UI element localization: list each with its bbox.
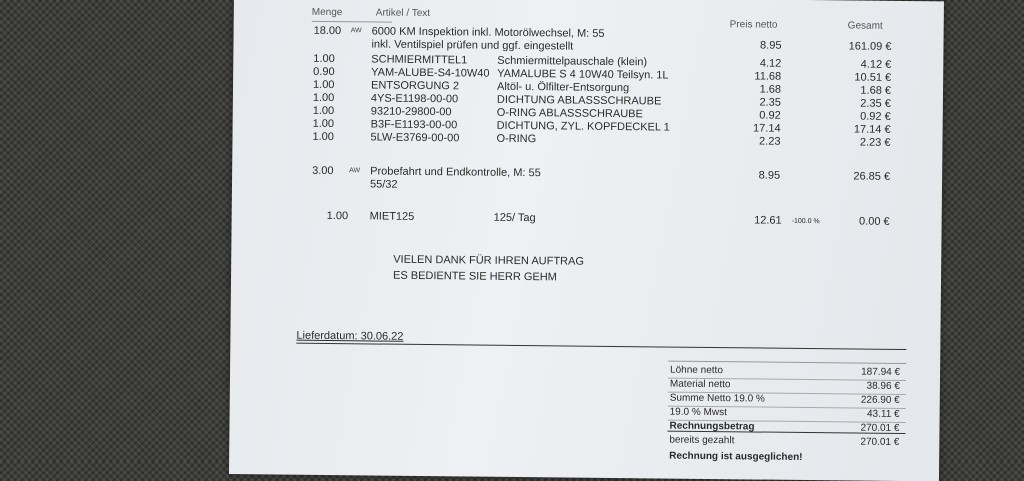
- item-text: O-RING: [496, 132, 537, 146]
- item-total: 2.23 €: [859, 136, 891, 149]
- total-label: Rechnungsbetrag: [669, 420, 755, 433]
- item-price: 8.95: [758, 169, 781, 182]
- item-text: YAMALUBE S 4 10W40 Teilsyn. 1L: [497, 67, 669, 82]
- thanks-line-1: VIELEN DANK FÜR IHREN AUFTRAG: [393, 253, 584, 268]
- item-qty: 3.00: [312, 164, 334, 178]
- item-price: 4.12: [759, 57, 782, 70]
- item-text: Schmiermittelpauschale (klein): [497, 54, 648, 69]
- total-label: Summe Netto 19.0 %: [669, 392, 765, 405]
- item-text: 6000 KM Inspektion inkl. Motorölwechsel, M: 55: [371, 25, 605, 40]
- item-code: 4YS-E1198-00-00: [370, 92, 459, 106]
- item-text: DICHTUNG ABLASSSCHRAUBE: [496, 93, 662, 108]
- item-qty: 1.00: [312, 117, 335, 131]
- item-total: 4.12 €: [860, 58, 892, 71]
- item-qty: 1.00: [312, 91, 335, 105]
- settled-note: Rechnung ist ausgeglichen!: [669, 450, 803, 463]
- col-header-menge: Menge: [311, 6, 343, 19]
- total-value: 187.94 €: [861, 366, 901, 378]
- rental-qty: 1.00: [326, 209, 349, 223]
- item-qty: 1.00: [313, 52, 335, 66]
- total-value: 226.90 €: [860, 394, 900, 406]
- item-text: Probefahrt und Endkontrolle, M: 55: [370, 165, 541, 180]
- paid-label: bereits gezahlt: [669, 434, 735, 447]
- item-text-2: 55/32: [369, 178, 398, 191]
- total-label: Löhne netto: [670, 364, 723, 377]
- item-qty: 0.90: [313, 65, 335, 79]
- item-price: 1.68: [759, 83, 782, 96]
- item-qty: 1.00: [312, 78, 335, 92]
- receipt-paper: [229, 0, 944, 481]
- item-code: YAM-ALUBE-S4-10W40: [371, 66, 490, 80]
- item-code: B3F-E1193-00-00: [370, 118, 458, 132]
- item-price: 17.14: [753, 122, 781, 135]
- total-value: 43.11 €: [866, 408, 900, 420]
- rental-code: MIET125: [369, 210, 415, 223]
- header-rule: [312, 21, 392, 23]
- total-label: Material netto: [669, 378, 731, 391]
- item-price: 2.35: [759, 96, 781, 109]
- item-price: 8.95: [760, 39, 782, 52]
- item-code: 93210-29800-00: [370, 105, 452, 119]
- item-total: 0.92 €: [860, 110, 891, 123]
- item-code: ENTSORGUNG 2: [370, 79, 460, 93]
- item-code: SCHMIERMITTEL1: [371, 53, 468, 67]
- total-label: 19.0 % Mwst: [669, 406, 727, 419]
- item-qty: 18.00: [313, 24, 342, 38]
- item-total: 26.85 €: [853, 170, 891, 183]
- item-text: O-RING ABLASSSCHRAUBE: [496, 106, 643, 121]
- item-total: 1.68 €: [860, 84, 892, 97]
- item-price: 0.92: [759, 109, 781, 122]
- item-total: 161.09 €: [848, 40, 892, 53]
- item-unit: AW: [349, 167, 361, 175]
- item-qty: 1.00: [312, 130, 334, 144]
- item-text: Altöl- u. Ölfilter-Entsorgung: [496, 80, 630, 95]
- total-value: 38.96 €: [866, 380, 900, 392]
- delivery-date: Lieferdatum: 30.06.22: [296, 329, 404, 343]
- paid-value: 270.01 €: [860, 436, 900, 448]
- item-total: 17.14 €: [853, 123, 891, 136]
- item-total: 2.35 €: [860, 97, 891, 110]
- item-price: 11.68: [754, 70, 782, 83]
- item-unit: AW: [350, 27, 362, 35]
- item-text-2: inkl. Ventilspiel prüfen und ggf. eingestellt: [371, 38, 574, 53]
- rental-price: 12.61: [754, 214, 782, 227]
- item-total: 10.51 €: [854, 71, 892, 84]
- total-value: 270.01 €: [860, 422, 900, 434]
- thanks-line-2: ES BEDIENTE SIE HERR GEHM: [392, 269, 557, 284]
- col-header-gesamt: Gesamt: [847, 20, 883, 32]
- item-code: 5LW-E3769-00-00: [370, 131, 460, 145]
- delivery-rule: [296, 343, 906, 350]
- col-header-preis: Preis netto: [729, 19, 778, 31]
- rental-text: 125/ Tag: [493, 211, 536, 225]
- item-text: DICHTUNG, ZYL. KOPFDECKEL 1: [496, 119, 670, 134]
- col-header-artikel: Artikel / Text: [375, 7, 431, 20]
- item-qty: 1.00: [312, 104, 335, 118]
- rental-discount: -100.0 %: [791, 217, 820, 226]
- rental-total: 0.00 €: [858, 215, 890, 228]
- totals-rule-top: [668, 361, 906, 364]
- item-price: 2.23: [758, 135, 781, 148]
